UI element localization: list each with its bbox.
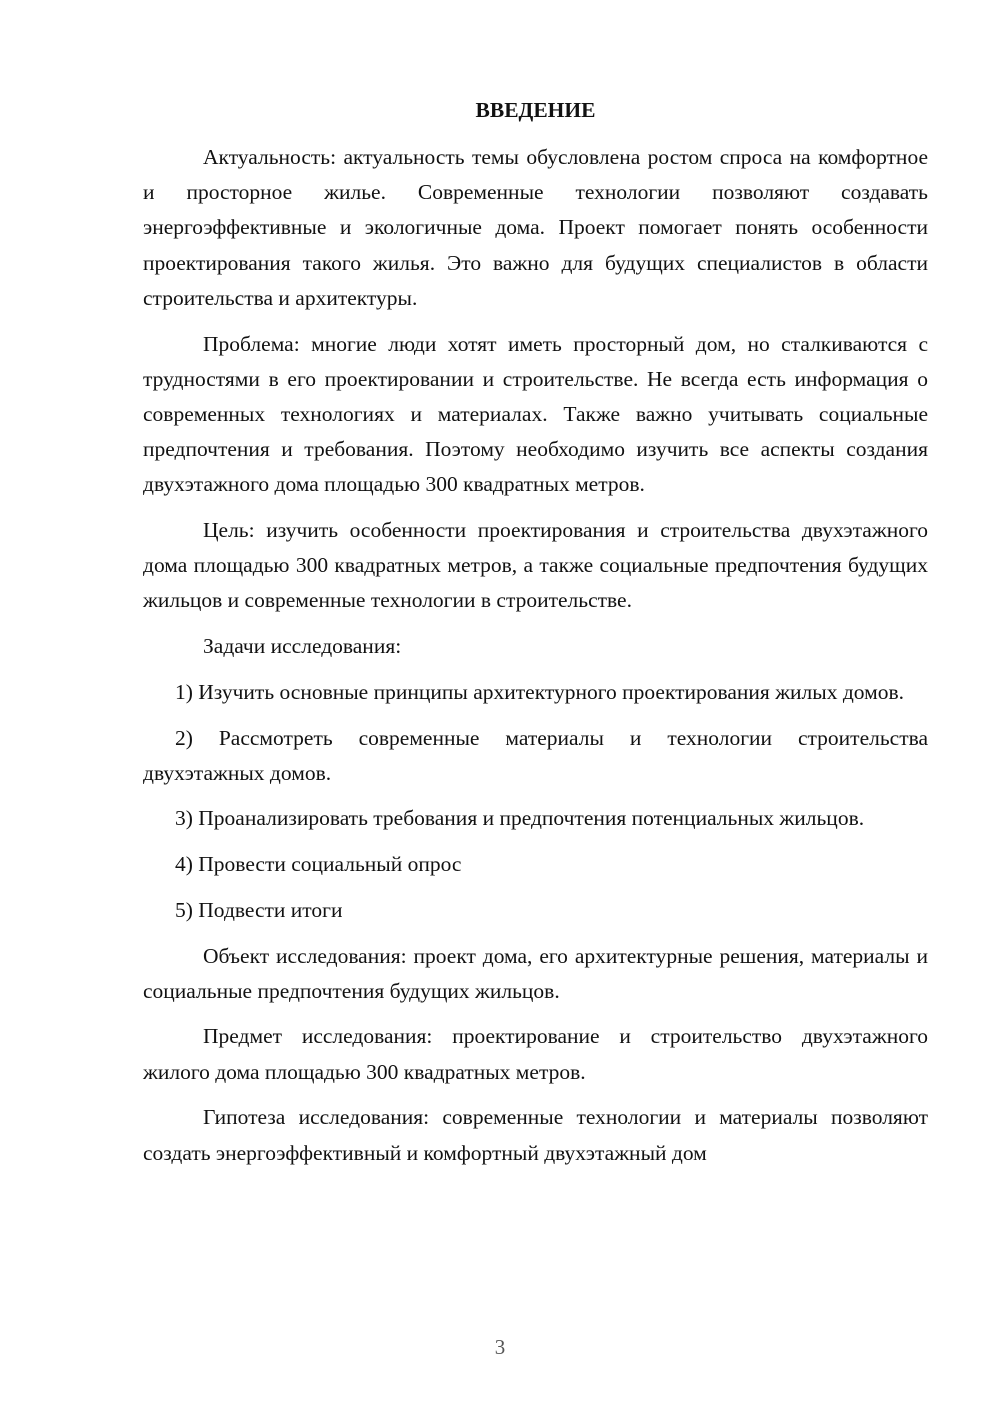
relevance-paragraph: Актуальность: актуальность темы обусловлена ростом спроса на комфортное и просторное жилье. Современные технологии позволяют создавать энергоэффективные и экологичные дома. Проект помогает понять особенности проектирования такого жилья. Это важно для будущих специалистов в области строительства и архитектуры. bbox=[143, 145, 928, 310]
task-item-3: 3) Проанализировать требования и предпочтения потенциальных жильцов. bbox=[175, 806, 865, 831]
task-item-1: 1) Изучить основные принципы архитектурного проектирования жилых домов. bbox=[175, 679, 905, 704]
goal-paragraph: Цель: изучить особенности проектирования и строительства двухэтажного дома площадью 300 квадратных метров, а также социальные предпочтения будущих жильцов и современные технологии в строительстве. bbox=[143, 518, 928, 613]
task-item-2: 2) Рассмотреть современные материалы и технологии строительства двухэтажных домов. bbox=[143, 725, 928, 785]
page-content bbox=[143, 93, 928, 1181]
task-item-4: 4) Провести социальный опрос bbox=[175, 852, 462, 877]
object-paragraph: Объект исследования: проект дома, его архитектурные решения, материалы и социальные предпочтения будущих жильцов. bbox=[143, 943, 928, 1003]
hypothesis-paragraph: Гипотеза исследования: современные технологии и материалы позволяют создать энергоэффективный и комфортный двухэтажный дом bbox=[143, 1105, 928, 1165]
page-number: 3 bbox=[494, 1335, 506, 1359]
subject-paragraph: Предмет исследования: проектирование и строительство двухэтажного жилого дома площадью 300 квадратных метров. bbox=[143, 1024, 928, 1084]
tasks-heading: Задачи исследования: bbox=[203, 634, 402, 659]
problem-paragraph: Проблема: многие люди хотят иметь просторный дом, но сталкиваются с трудностями в его проектировании и строительстве. Не всегда есть информация о современных технологиях и материалах. Также важно учитывать социальные предпочтения и требования. Поэтому необходимо изучить все аспекты создания двухэтажного дома площадью 300 квадратных метров. bbox=[143, 331, 928, 497]
section-heading: ВВЕДЕНИЕ bbox=[475, 98, 596, 122]
task-list bbox=[143, 675, 928, 928]
task-item-5: 5) Подвести итоги bbox=[175, 897, 343, 922]
